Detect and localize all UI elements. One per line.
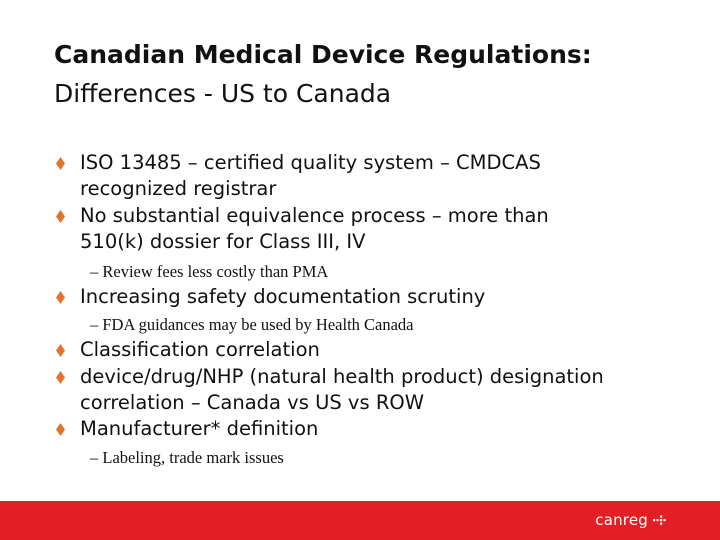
diamond-bullet-icon [56,291,65,304]
bullet-item [56,203,696,255]
diamond-bullet-icon [56,423,65,436]
bullet-item [56,337,696,363]
sub-bullet-text: – Labeling, trade mark issues [90,448,284,467]
slide-title: Canadian Medical Device Regulations: [54,40,592,69]
diamond-bullet-icon [56,371,65,384]
diamond-bullet-icon [56,210,65,223]
bullet-text: Classification correlation [80,338,320,361]
bullet-item [56,150,696,202]
bullet-text: device/drug/NHP (natural health product) designation correlation – Canada vs US vs ROW [80,365,604,414]
bullet-item [56,416,696,442]
canreg-logo-mark-icon [652,512,668,528]
bullet-text: Manufacturer* definition [80,417,319,440]
diamond-bullet-icon [56,157,65,170]
bullet-text: Increasing safety documentation scrutiny [80,285,486,308]
bullet-text: No substantial equivalence process – more than 510(k) dossier for Class III, IV [80,204,549,253]
bullet-item [56,284,696,310]
footer-bar [0,501,720,540]
slide-subtitle: Differences - US to Canada [54,79,392,108]
canreg-logo [595,510,668,530]
bullet-text: ISO 13485 – certified quality system – CMDCAS recognized registrar [80,151,541,200]
sub-bullet-text: – FDA guidances may be used by Health Canada [90,315,414,334]
logo-wordmark: canreg [595,511,648,529]
bullet-item [56,364,696,416]
diamond-bullet-icon [56,344,65,357]
sub-bullet-text: – Review fees less costly than PMA [90,262,329,281]
